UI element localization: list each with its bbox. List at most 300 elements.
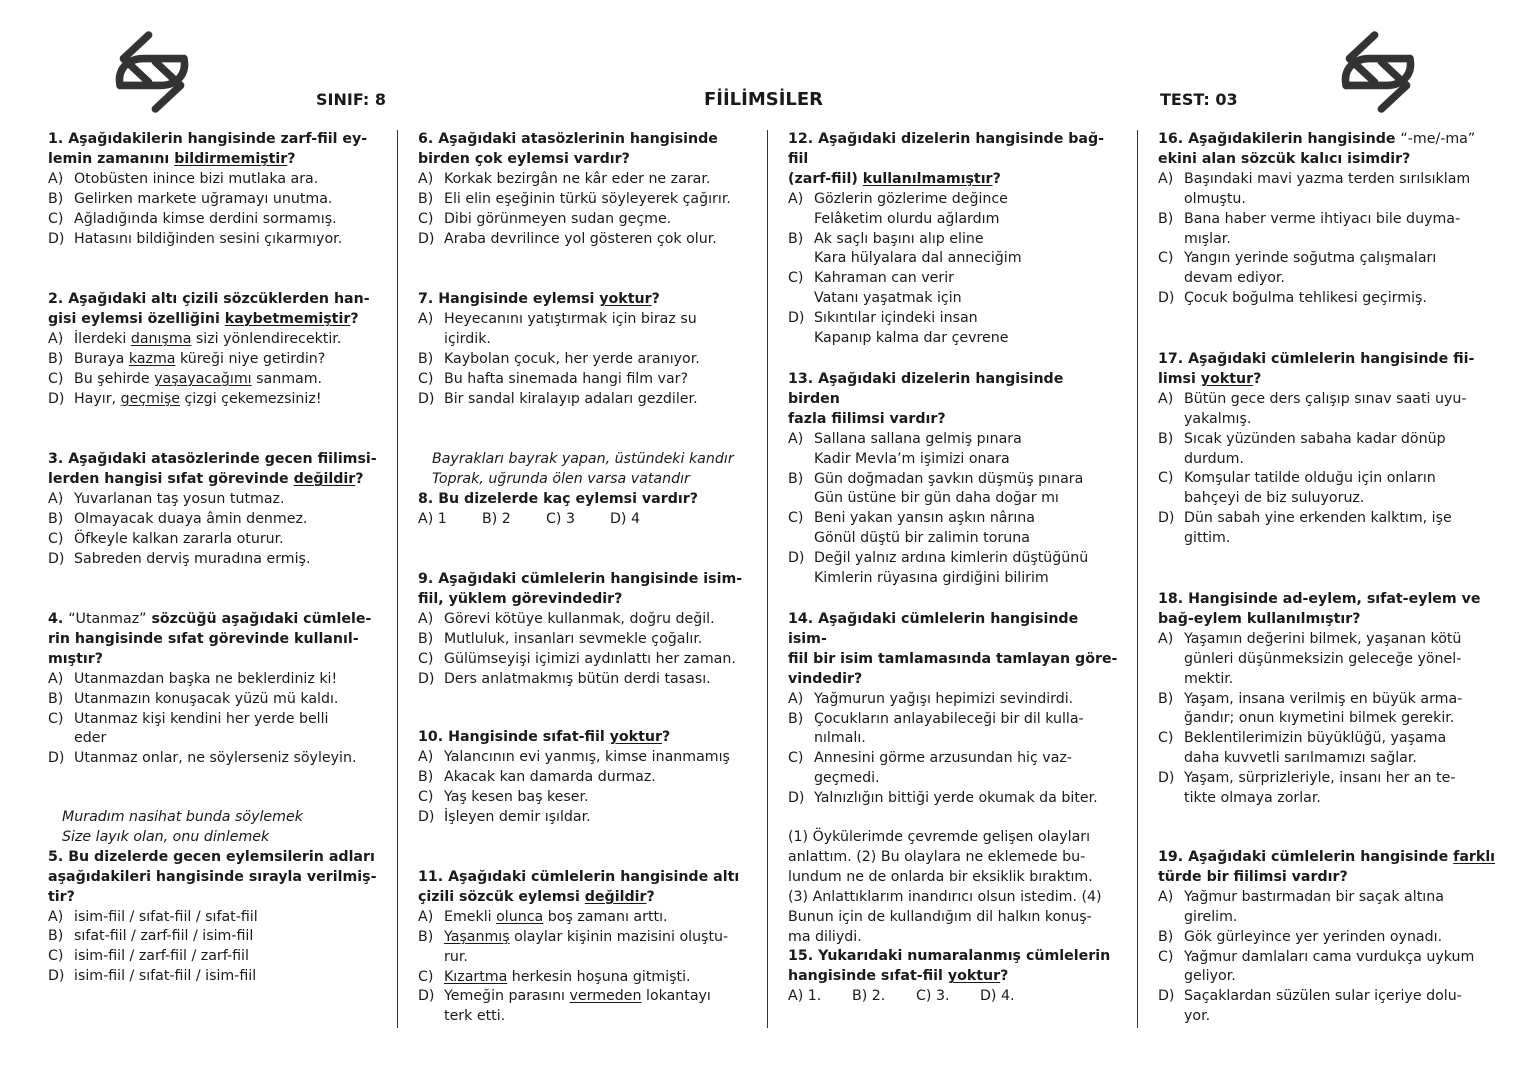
text-run: isim-fiil / sıfat-fiil / sıfat-fiil — [74, 908, 258, 925]
answer-option — [48, 330, 378, 350]
option-letter: C) — [418, 788, 434, 805]
option-letter: D) — [1158, 770, 1175, 787]
text-run: Yaşam, sürprizleriyle, insanı her an te- tikte olmaya zorlar. — [1184, 770, 1456, 807]
option-letter: A) — [418, 748, 434, 765]
text-run: 11. Aşağıdaki cümlelerin hangisinde altı çizili sözcük eylemsi — [418, 869, 740, 905]
answer-option — [418, 390, 748, 410]
option-letter: C) — [1158, 948, 1174, 965]
text-run: 15. Yukarıdaki numaralanmış cümlelerin hangisinde sıfat-fiil — [788, 948, 1111, 985]
option-text — [74, 908, 378, 928]
text-run: 12. Aşağıdaki dizelerin hangisinde bağ-fiil (zarf-fiil) — [788, 131, 1105, 187]
option-letter: A) — [48, 170, 64, 187]
question-18 — [1158, 590, 1496, 809]
underlined-word: değildir — [293, 470, 356, 487]
answer-option — [788, 190, 1118, 230]
option-letter: B) — [788, 470, 804, 487]
underlined-word: farklı — [1453, 849, 1496, 865]
option-text — [74, 670, 378, 690]
option-letter: C) — [48, 710, 64, 727]
answer-option — [788, 710, 1118, 750]
column-divider — [397, 130, 398, 1028]
underlined-word: bildirmemiştir — [174, 150, 288, 167]
question-19 — [1158, 848, 1496, 1027]
option-text — [1184, 210, 1496, 250]
option-text — [814, 309, 1118, 349]
question-stem — [418, 868, 748, 908]
option-text — [1184, 289, 1496, 309]
text-run: İlerdeki — [74, 330, 131, 347]
page-title: FİİLİMSİLER — [703, 89, 824, 110]
answer-option — [788, 470, 1118, 510]
option-letter: C) — [1158, 730, 1174, 747]
underlined-word: yoktur — [609, 729, 662, 745]
text-run: Komşular tatilde olduğu için onların bahçeyi de biz suluyoruz. — [1184, 470, 1436, 507]
option-text — [814, 269, 1118, 309]
text-run: Sabreden derviş muradına ermiş. — [74, 550, 311, 567]
text-run: Yangın yerinde soğutma çalışmaları devam ediyor. — [1184, 250, 1437, 287]
answer-option — [1158, 729, 1496, 769]
text-run: 16. Aşağıdakilerin hangisinde — [1158, 131, 1401, 147]
option-letter: C) — [788, 750, 804, 767]
answer-option — [1158, 210, 1496, 250]
option-text — [1184, 888, 1496, 928]
text-run: Gün doğmadan şavkın düşmüş pınara Gün üstüne bir gün daha doğar mı — [814, 470, 1084, 507]
answer-option — [1158, 469, 1496, 509]
underlined-word: yaşayacağımı — [154, 370, 252, 387]
answer-option — [48, 749, 378, 769]
question-stem — [418, 570, 748, 610]
option-letter: D) — [48, 550, 65, 567]
option-text — [444, 230, 748, 250]
text-run: Sıcak yüzünden sabaha kadar dönüp durdum. — [1184, 430, 1446, 467]
text-run: Olmayacak duaya âmin denmez. — [74, 510, 308, 527]
option-letter: D) — [418, 390, 435, 407]
option-text — [74, 350, 378, 370]
question-10 — [418, 728, 748, 828]
text-run: boş zamanı arttı. — [543, 908, 668, 925]
answer-option — [788, 509, 1118, 549]
option-letter: C) — [1158, 470, 1174, 487]
option-letter: D) — [1158, 290, 1175, 307]
question-stem — [418, 130, 748, 170]
text-run: Gözlerin gözlerime değince Felâketim olurdu ağlardım — [814, 190, 1008, 227]
option-text — [814, 789, 1118, 809]
text-run: Beni yakan yansın aşkın nârına Gönül düştü bir zalimin toruna — [814, 510, 1035, 547]
option-letter: A) — [788, 690, 804, 707]
option-text — [1184, 769, 1496, 809]
option-text — [444, 190, 748, 210]
answer-option — [418, 170, 748, 190]
question-stem — [788, 610, 1118, 690]
option-text — [814, 749, 1118, 789]
option-text — [74, 190, 378, 210]
answer-option — [418, 650, 748, 670]
answer-option — [48, 967, 378, 987]
option-letter: B) — [48, 928, 64, 945]
question-stem — [788, 370, 1118, 430]
text-run: ? — [1000, 968, 1009, 985]
option-text — [444, 748, 748, 768]
answer-option — [418, 928, 748, 968]
text-run: ? — [661, 729, 671, 745]
answer-option — [788, 749, 1118, 789]
option-text — [1184, 170, 1496, 210]
text-run: Heyecanını yatıştırmak için biraz su içirdik. — [444, 310, 697, 347]
underlined-word: danışma — [130, 330, 192, 347]
option-letter: A) — [48, 908, 64, 925]
option-letter: D) — [788, 550, 805, 567]
answer-option — [1158, 390, 1496, 430]
option-letter: C) — [418, 968, 434, 985]
text-run: 6. Aşağıdaki atasözlerinin hangisinde birden çok eylemsi vardır? — [418, 131, 718, 167]
answer-option — [1158, 987, 1496, 1027]
answer-option: A) 1. — [788, 988, 822, 1005]
question-16 — [1158, 130, 1496, 309]
text-run: Mutluluk, insanları sevmekle çoğalır. — [444, 630, 703, 647]
text-run: Annesini görme arzusundan hiç vaz- geçmedi. — [814, 750, 1072, 787]
option-text — [814, 230, 1118, 270]
answer-option — [48, 210, 378, 230]
option-text — [814, 710, 1118, 750]
question-7 — [418, 290, 748, 409]
text-run: Buraya — [74, 350, 129, 367]
text-run: herkesin hoşuna gitmişti. — [507, 968, 691, 985]
test-number-label: TEST: 03 — [1160, 90, 1238, 109]
inline-answer-options — [788, 987, 1118, 1007]
option-letter: D) — [418, 670, 435, 687]
underlined-word: yoktur — [1200, 370, 1254, 387]
option-letter: A) — [1158, 888, 1174, 905]
text-run: Bana haber verme ihtiyacı bile duyma- mışlar. — [1184, 210, 1461, 247]
answer-option — [788, 430, 1118, 470]
answer-option — [48, 530, 378, 550]
answer-option — [788, 269, 1118, 309]
option-letter: A) — [1158, 170, 1174, 187]
underlined-word: kazma — [128, 350, 176, 367]
column-divider — [1137, 130, 1138, 1028]
text-run: Bu şehirde — [74, 370, 155, 387]
text-run: Yağmur damlaları cama vurdukça uykum geliyor. — [1184, 948, 1475, 985]
text-run: 10. Hangisinde sıfat-fiil — [418, 729, 610, 745]
text-run: Değil yalnız ardına kimlerin düştüğünü Kimlerin rüyasına girdiğini bilirim — [814, 550, 1089, 587]
option-letter: A) — [48, 670, 64, 687]
option-letter: B) — [1158, 430, 1174, 447]
inline-answer-options — [418, 510, 748, 530]
text-run: isim-fiil / zarf-fiil / zarf-fiil — [74, 948, 249, 965]
option-letter: D) — [48, 750, 65, 767]
answer-option — [48, 947, 378, 967]
text-run: türde bir fiilimsi vardır? — [1158, 868, 1348, 885]
option-text — [74, 530, 378, 550]
text-run: 14. Aşağıdaki cümlelerin hangisinde isim- fiil bir isim tamlamasında tamlayan göre- vindedir? — [788, 611, 1118, 687]
quoted-term: “Utanmaz” — [68, 611, 147, 627]
option-text — [1184, 690, 1496, 730]
text-run: Yaşamın değerini bilmek, yaşanan kötü günleri düşünmeksizin geleceğe yönel- mektir. — [1184, 630, 1462, 687]
text-run: Yemeğin parasını — [444, 988, 570, 1005]
text-run: Yuvarlanan taş yosun tutmaz. — [74, 490, 285, 507]
option-letter: D) — [1158, 510, 1175, 527]
option-letter: D) — [788, 790, 805, 807]
answer-option — [418, 190, 748, 210]
question-stem — [1158, 350, 1496, 390]
answer-option — [418, 310, 748, 350]
answer-option — [1158, 928, 1496, 948]
text-run: Öfkeyle kalkan zararla oturur. — [74, 530, 284, 547]
option-letter: C) — [418, 650, 434, 667]
option-text — [74, 510, 378, 530]
answer-option — [418, 808, 748, 828]
option-letter: A) — [788, 190, 804, 207]
option-text — [814, 430, 1118, 470]
option-letter: B) — [1158, 690, 1174, 707]
option-letter: D) — [48, 968, 65, 985]
grade-label: SINIF: 8 — [316, 90, 386, 109]
text-run: ? — [355, 470, 364, 487]
answer-option — [418, 610, 748, 630]
text-run: Bu hafta sinemada hangi film var? — [444, 370, 689, 387]
option-text — [74, 749, 378, 769]
option-letter: C) — [1158, 250, 1174, 267]
option-text — [1184, 390, 1496, 430]
option-text — [1184, 630, 1496, 690]
text-run: 13. Aşağıdaki dizelerin hangisinde birden fazla fiilimsi vardır? — [788, 371, 1064, 427]
question-11 — [418, 868, 748, 1027]
option-text — [74, 230, 378, 250]
option-letter: A) — [418, 170, 434, 187]
text-run: ? — [1253, 370, 1262, 387]
question-stem — [48, 450, 378, 490]
quoted-term: “-me/-ma” — [1400, 131, 1476, 147]
question-stem — [788, 130, 1118, 190]
text-run: Çocukların anlayabileceği bir dil kulla- nılmalı. — [814, 710, 1084, 747]
option-letter: C) — [788, 270, 804, 287]
answer-option: B) 2 — [482, 510, 511, 527]
text-run: Gülümseyişi içimizi aydınlattı her zaman. — [444, 650, 736, 667]
text-run: ekini alan sözcük kalıcı isimdir? — [1158, 150, 1411, 167]
answer-option — [1158, 509, 1496, 549]
question-14 — [788, 610, 1118, 809]
answer-option — [48, 350, 378, 370]
answer-option — [418, 670, 748, 690]
underlined-word: olunca — [496, 908, 544, 925]
option-letter: B) — [48, 190, 64, 207]
option-letter: C) — [48, 948, 64, 965]
option-letter: A) — [788, 430, 804, 447]
option-letter: C) — [418, 370, 434, 387]
text-run: Yalancının evi yanmış, kimse inanmamış — [444, 748, 730, 765]
text-run: Yaş kesen baş keser. — [444, 788, 589, 805]
answer-option — [48, 170, 378, 190]
answer-option — [48, 230, 378, 250]
text-run: Kaybolan çocuk, her yerde aranıyor. — [444, 350, 700, 367]
option-text — [444, 968, 748, 988]
option-text — [74, 370, 378, 390]
answer-option — [418, 210, 748, 230]
text-run: Bütün gece ders çalışıp sınav saati uyu- yakalmış. — [1184, 390, 1467, 427]
question-2 — [48, 290, 378, 409]
option-text — [74, 927, 378, 947]
text-run: ? — [350, 310, 359, 327]
option-letter: D) — [418, 988, 435, 1005]
underlined-word: yoktur — [599, 291, 652, 307]
text-run: isim-fiil / sıfat-fiil / isim-fiil — [74, 968, 257, 985]
question-3 — [48, 450, 378, 569]
text-run: 17. Aşağıdaki cümlelerin hangisinde fii- limsi — [1158, 351, 1475, 387]
text-run: sözcüğü aşağıdaki cümlele- rin hangisinde sıfat görevinde kullanıl- mıştır? — [48, 611, 372, 667]
answer-option — [788, 549, 1118, 589]
answer-option — [1158, 630, 1496, 690]
text-run: Utanmaz onlar, ne söylerseniz söyleyin. — [74, 750, 357, 767]
option-letter: B) — [48, 690, 64, 707]
text-run: 9. Aşağıdaki cümlelerin hangisinde isim- fiil, yüklem görevindedir? — [418, 571, 743, 607]
text-run: 8. Bu dizelerde kaç eylemsi vardır? — [418, 490, 698, 507]
option-letter: A) — [1158, 390, 1174, 407]
question-stem — [1158, 130, 1496, 170]
answer-option — [418, 968, 748, 988]
option-letter: B) — [418, 630, 434, 647]
answer-option — [788, 789, 1118, 809]
question-9 — [418, 570, 748, 689]
underlined-word: Yaşanmış — [444, 928, 510, 945]
poem-excerpt: Muradım nasihat bunda söylemek Size layık olan, onu dinlemek — [62, 809, 303, 845]
text-run: Korkak bezirgân ne kâr eder ne zarar. — [444, 170, 711, 187]
option-letter: D) — [418, 808, 435, 825]
option-text — [1184, 928, 1496, 948]
answer-option: D) 4 — [610, 510, 640, 527]
question-stem — [788, 947, 1118, 987]
option-text — [74, 390, 378, 410]
answer-option: B) 2. — [852, 988, 886, 1005]
option-text — [74, 690, 378, 710]
text-run: ? — [992, 170, 1001, 187]
option-text — [1184, 987, 1496, 1027]
answer-option — [48, 370, 378, 390]
question-17 — [1158, 350, 1496, 549]
question-stem — [418, 290, 748, 310]
option-text — [1184, 509, 1496, 549]
answer-option — [1158, 289, 1496, 309]
answer-option — [1158, 888, 1496, 928]
text-run: Dibi görünmeyen sudan geçme. — [444, 210, 672, 227]
answer-option — [48, 390, 378, 410]
text-run: Ağladığında kimse derdini sormamış. — [74, 210, 337, 227]
option-text — [444, 670, 748, 690]
question-stem — [418, 728, 748, 748]
text-run: küreği niye getirdin? — [175, 350, 326, 367]
text-run: 2. Aşağıdaki altı çizili sözcüklerden han- gisi eylemsi özelliğini — [48, 291, 370, 327]
answer-option — [48, 550, 378, 570]
option-text — [444, 170, 748, 190]
option-text — [444, 370, 748, 390]
option-text — [74, 490, 378, 510]
answer-option — [418, 630, 748, 650]
option-text — [444, 310, 748, 350]
option-text — [814, 690, 1118, 710]
underlined-word: geçmişe — [120, 390, 180, 407]
option-text — [1184, 469, 1496, 509]
text-run: Sallana sallana gelmiş pınara Kadir Mevla’m işimizi onara — [814, 430, 1022, 467]
option-letter: C) — [788, 510, 804, 527]
option-text — [444, 650, 748, 670]
option-text — [444, 987, 748, 1027]
option-text — [74, 330, 378, 350]
poem-excerpt: Bayrakları bayrak yapan, üstündeki kandır Toprak, uğrunda ölen varsa vatandır — [432, 451, 734, 487]
option-text — [1184, 729, 1496, 769]
text-run: Görevi kötüye kullanmak, doğru değil. — [444, 610, 715, 627]
answer-option — [1158, 170, 1496, 210]
underlined-word: değildir — [584, 888, 647, 905]
question-stem — [1158, 590, 1496, 630]
answer-option: C) 3. — [916, 988, 950, 1005]
option-letter: A) — [1158, 630, 1174, 647]
option-text — [1184, 948, 1496, 988]
answer-option: A) 1 — [418, 510, 447, 527]
option-letter: B) — [1158, 928, 1174, 945]
text-run: İşleyen demir ışıldar. — [444, 808, 591, 825]
option-text — [444, 610, 748, 630]
answer-option — [48, 510, 378, 530]
answer-option — [48, 710, 378, 750]
option-text — [74, 947, 378, 967]
option-text — [444, 788, 748, 808]
underlined-word: kullanılmamıştır — [862, 170, 993, 187]
option-text — [444, 928, 748, 968]
option-text — [814, 190, 1118, 230]
underlined-word: kaybetmemiştir — [224, 310, 351, 327]
text-run: Gök gürleyince yer yerinden oynadı. — [1184, 928, 1443, 945]
answer-option — [48, 670, 378, 690]
answer-option — [1158, 249, 1496, 289]
option-letter: C) — [48, 370, 64, 387]
option-letter: B) — [418, 928, 434, 945]
text-run: Bir sandal kiralayıp adaları gezdiler. — [444, 390, 698, 407]
text-run: Ders anlatmakmış bütün derdi tasası. — [444, 670, 711, 687]
question-8 — [418, 450, 748, 530]
text-run: lokantayı terk etti. — [444, 988, 711, 1025]
text-run: Utanmazdan başka ne beklerdiniz ki! — [74, 670, 338, 687]
answer-option — [1158, 690, 1496, 730]
text-run: Yağmur bastırmadan bir saçak altına girelim. — [1184, 888, 1444, 925]
answer-option: C) 3 — [546, 510, 575, 527]
text-run: Otobüsten inince bizi mutlaka ara. — [74, 170, 319, 187]
text-run: Başındaki mavi yazma terden sırılsıklam olmuştu. — [1184, 170, 1471, 207]
option-letter: C) — [418, 210, 434, 227]
option-text — [444, 390, 748, 410]
text-run: ? — [646, 888, 655, 905]
text-run: 7. Hangisinde eylemsi — [418, 291, 600, 307]
question-5 — [48, 808, 378, 987]
option-letter: C) — [48, 210, 64, 227]
option-text — [74, 967, 378, 987]
text-run: 1. Aşağıdakilerin hangisinde zarf-fiil ey- lemin zamanını — [48, 131, 368, 167]
option-letter: D) — [48, 230, 65, 247]
answer-option — [418, 230, 748, 250]
option-text — [74, 550, 378, 570]
answer-option — [48, 190, 378, 210]
text-run: Çocuk boğulma tehlikesi geçirmiş. — [1184, 290, 1427, 307]
option-text — [444, 768, 748, 788]
question-stem — [418, 490, 748, 510]
option-letter: A) — [418, 908, 434, 925]
question-1 — [48, 130, 378, 249]
text-run: Beklentilerimizin büyüklüğü, yaşama daha kuvvetli sarılmamızı sağlar. — [1184, 730, 1447, 767]
text-run: Utanmaz kişi kendini her yerde belli eder — [74, 710, 329, 747]
option-letter: B) — [788, 230, 804, 247]
column-divider — [767, 130, 768, 1028]
option-text — [444, 808, 748, 828]
answer-option — [418, 788, 748, 808]
option-text — [74, 710, 378, 750]
